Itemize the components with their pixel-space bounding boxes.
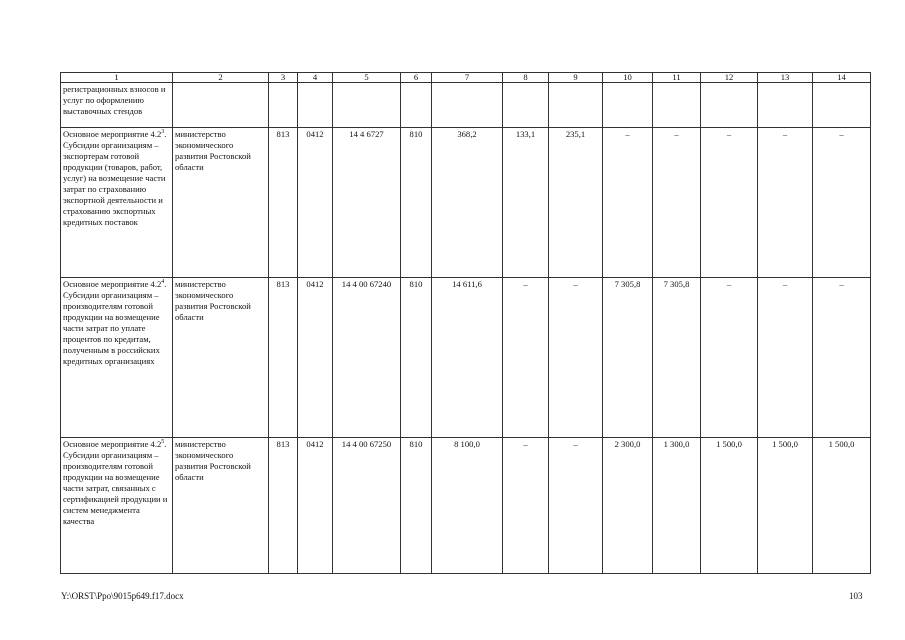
column-header: 7 <box>432 73 503 83</box>
responsible-cell <box>173 83 269 128</box>
table-row <box>61 438 871 574</box>
table-cell: – <box>701 128 758 278</box>
table-cell: 368,2 <box>432 128 503 278</box>
table-cell: 14 4 00 67250 <box>333 438 401 574</box>
table-cell: – <box>813 278 871 438</box>
table-cell <box>503 83 549 128</box>
activity-superscript: 4 <box>161 279 165 286</box>
table-cell <box>333 83 401 128</box>
table-cell: 7 305,8 <box>603 278 653 438</box>
table-cell: 810 <box>401 278 432 438</box>
table-cell: – <box>758 278 813 438</box>
table-row <box>61 128 871 278</box>
activity-name-rest: . Субсидии организациям – производителям готовой продукции на возмещение части затрат по уплате процентов по кредитам, полученным в российских кредитных организациях <box>63 279 167 366</box>
activity-superscript: 5 <box>161 439 165 446</box>
table-cell: – <box>503 438 549 574</box>
table-cell: – <box>603 128 653 278</box>
activity-name: Основное мероприятие 4.2 <box>63 439 162 449</box>
table-cell <box>401 83 432 128</box>
activity-name: Основное мероприятие 4.2 <box>63 129 162 139</box>
footer-file-path: Y:\ORST\Ppo\9015p649.f17.docx <box>61 591 184 601</box>
column-header: 12 <box>701 73 758 83</box>
table-cell: 7 305,8 <box>653 278 701 438</box>
table-cell: 14 4 6727 <box>333 128 401 278</box>
activity-name-cell <box>61 128 173 278</box>
budget-table <box>60 72 871 574</box>
column-header: 14 <box>813 73 871 83</box>
table-cell: 813 <box>269 278 298 438</box>
table-cell: 810 <box>401 438 432 574</box>
responsible-cell: министерство экономического развития Ростовской области <box>173 438 269 574</box>
table-cell: 1 500,0 <box>701 438 758 574</box>
column-header: 10 <box>603 73 653 83</box>
header-row <box>61 73 871 83</box>
table-cell <box>653 83 701 128</box>
activity-name-cell <box>61 83 173 128</box>
table-cell: – <box>758 128 813 278</box>
table-cell: 14 4 00 67240 <box>333 278 401 438</box>
table-cell: 1 500,0 <box>758 438 813 574</box>
table-cell: – <box>549 438 603 574</box>
activity-name-cell <box>61 438 173 574</box>
column-header: 3 <box>269 73 298 83</box>
table-cell: 813 <box>269 438 298 574</box>
table-cell: 0412 <box>298 128 333 278</box>
activity-superscript: 3 <box>161 129 165 136</box>
table-cell: 0412 <box>298 438 333 574</box>
table-cell: 810 <box>401 128 432 278</box>
column-header: 13 <box>758 73 813 83</box>
table-cell: 1 500,0 <box>813 438 871 574</box>
column-header: 8 <box>503 73 549 83</box>
activity-name: регистрационных взносов и услуг по оформлению выставочных стендов <box>63 84 166 116</box>
table-cell: 0412 <box>298 278 333 438</box>
table-row <box>61 278 871 438</box>
table-cell <box>603 83 653 128</box>
table-row <box>61 83 871 128</box>
responsible-cell: министерство экономического развития Ростовской области <box>173 278 269 438</box>
table-cell: 133,1 <box>503 128 549 278</box>
table-cell <box>701 83 758 128</box>
table-cell: – <box>653 128 701 278</box>
table-cell: – <box>813 128 871 278</box>
activity-name-cell <box>61 278 173 438</box>
column-header: 5 <box>333 73 401 83</box>
table-cell: 14 611,6 <box>432 278 503 438</box>
table-cell <box>432 83 503 128</box>
column-header: 9 <box>549 73 603 83</box>
column-header: 2 <box>173 73 269 83</box>
table-cell <box>298 83 333 128</box>
table-cell: 235,1 <box>549 128 603 278</box>
table-cell: 1 300,0 <box>653 438 701 574</box>
column-header: 11 <box>653 73 701 83</box>
table-cell: – <box>503 278 549 438</box>
table-cell <box>813 83 871 128</box>
column-header: 6 <box>401 73 432 83</box>
page-number: 103 <box>849 591 863 601</box>
activity-name-rest: . Субсидии организациям – экспортерам готовой продукции (товаров, работ, услуг) на возмещение части затрат по страхованию экспортной деятельности и страхованию экспортных кредитных поставок <box>63 129 167 227</box>
column-header: 4 <box>298 73 333 83</box>
column-header: 1 <box>61 73 173 83</box>
table-cell <box>758 83 813 128</box>
table-cell: – <box>701 278 758 438</box>
table-cell: 8 100,0 <box>432 438 503 574</box>
activity-name: Основное мероприятие 4.2 <box>63 279 162 289</box>
activity-name-rest: . Субсидии организациям – производителям готовой продукции на возмещение части затрат, связанных с сертификацией продукции и систем менеджмента качества <box>63 439 168 526</box>
table-cell: – <box>549 278 603 438</box>
responsible-cell: министерство экономического развития Ростовской области <box>173 128 269 278</box>
table-cell: 813 <box>269 128 298 278</box>
table-cell: 2 300,0 <box>603 438 653 574</box>
table-cell <box>269 83 298 128</box>
table-cell <box>549 83 603 128</box>
